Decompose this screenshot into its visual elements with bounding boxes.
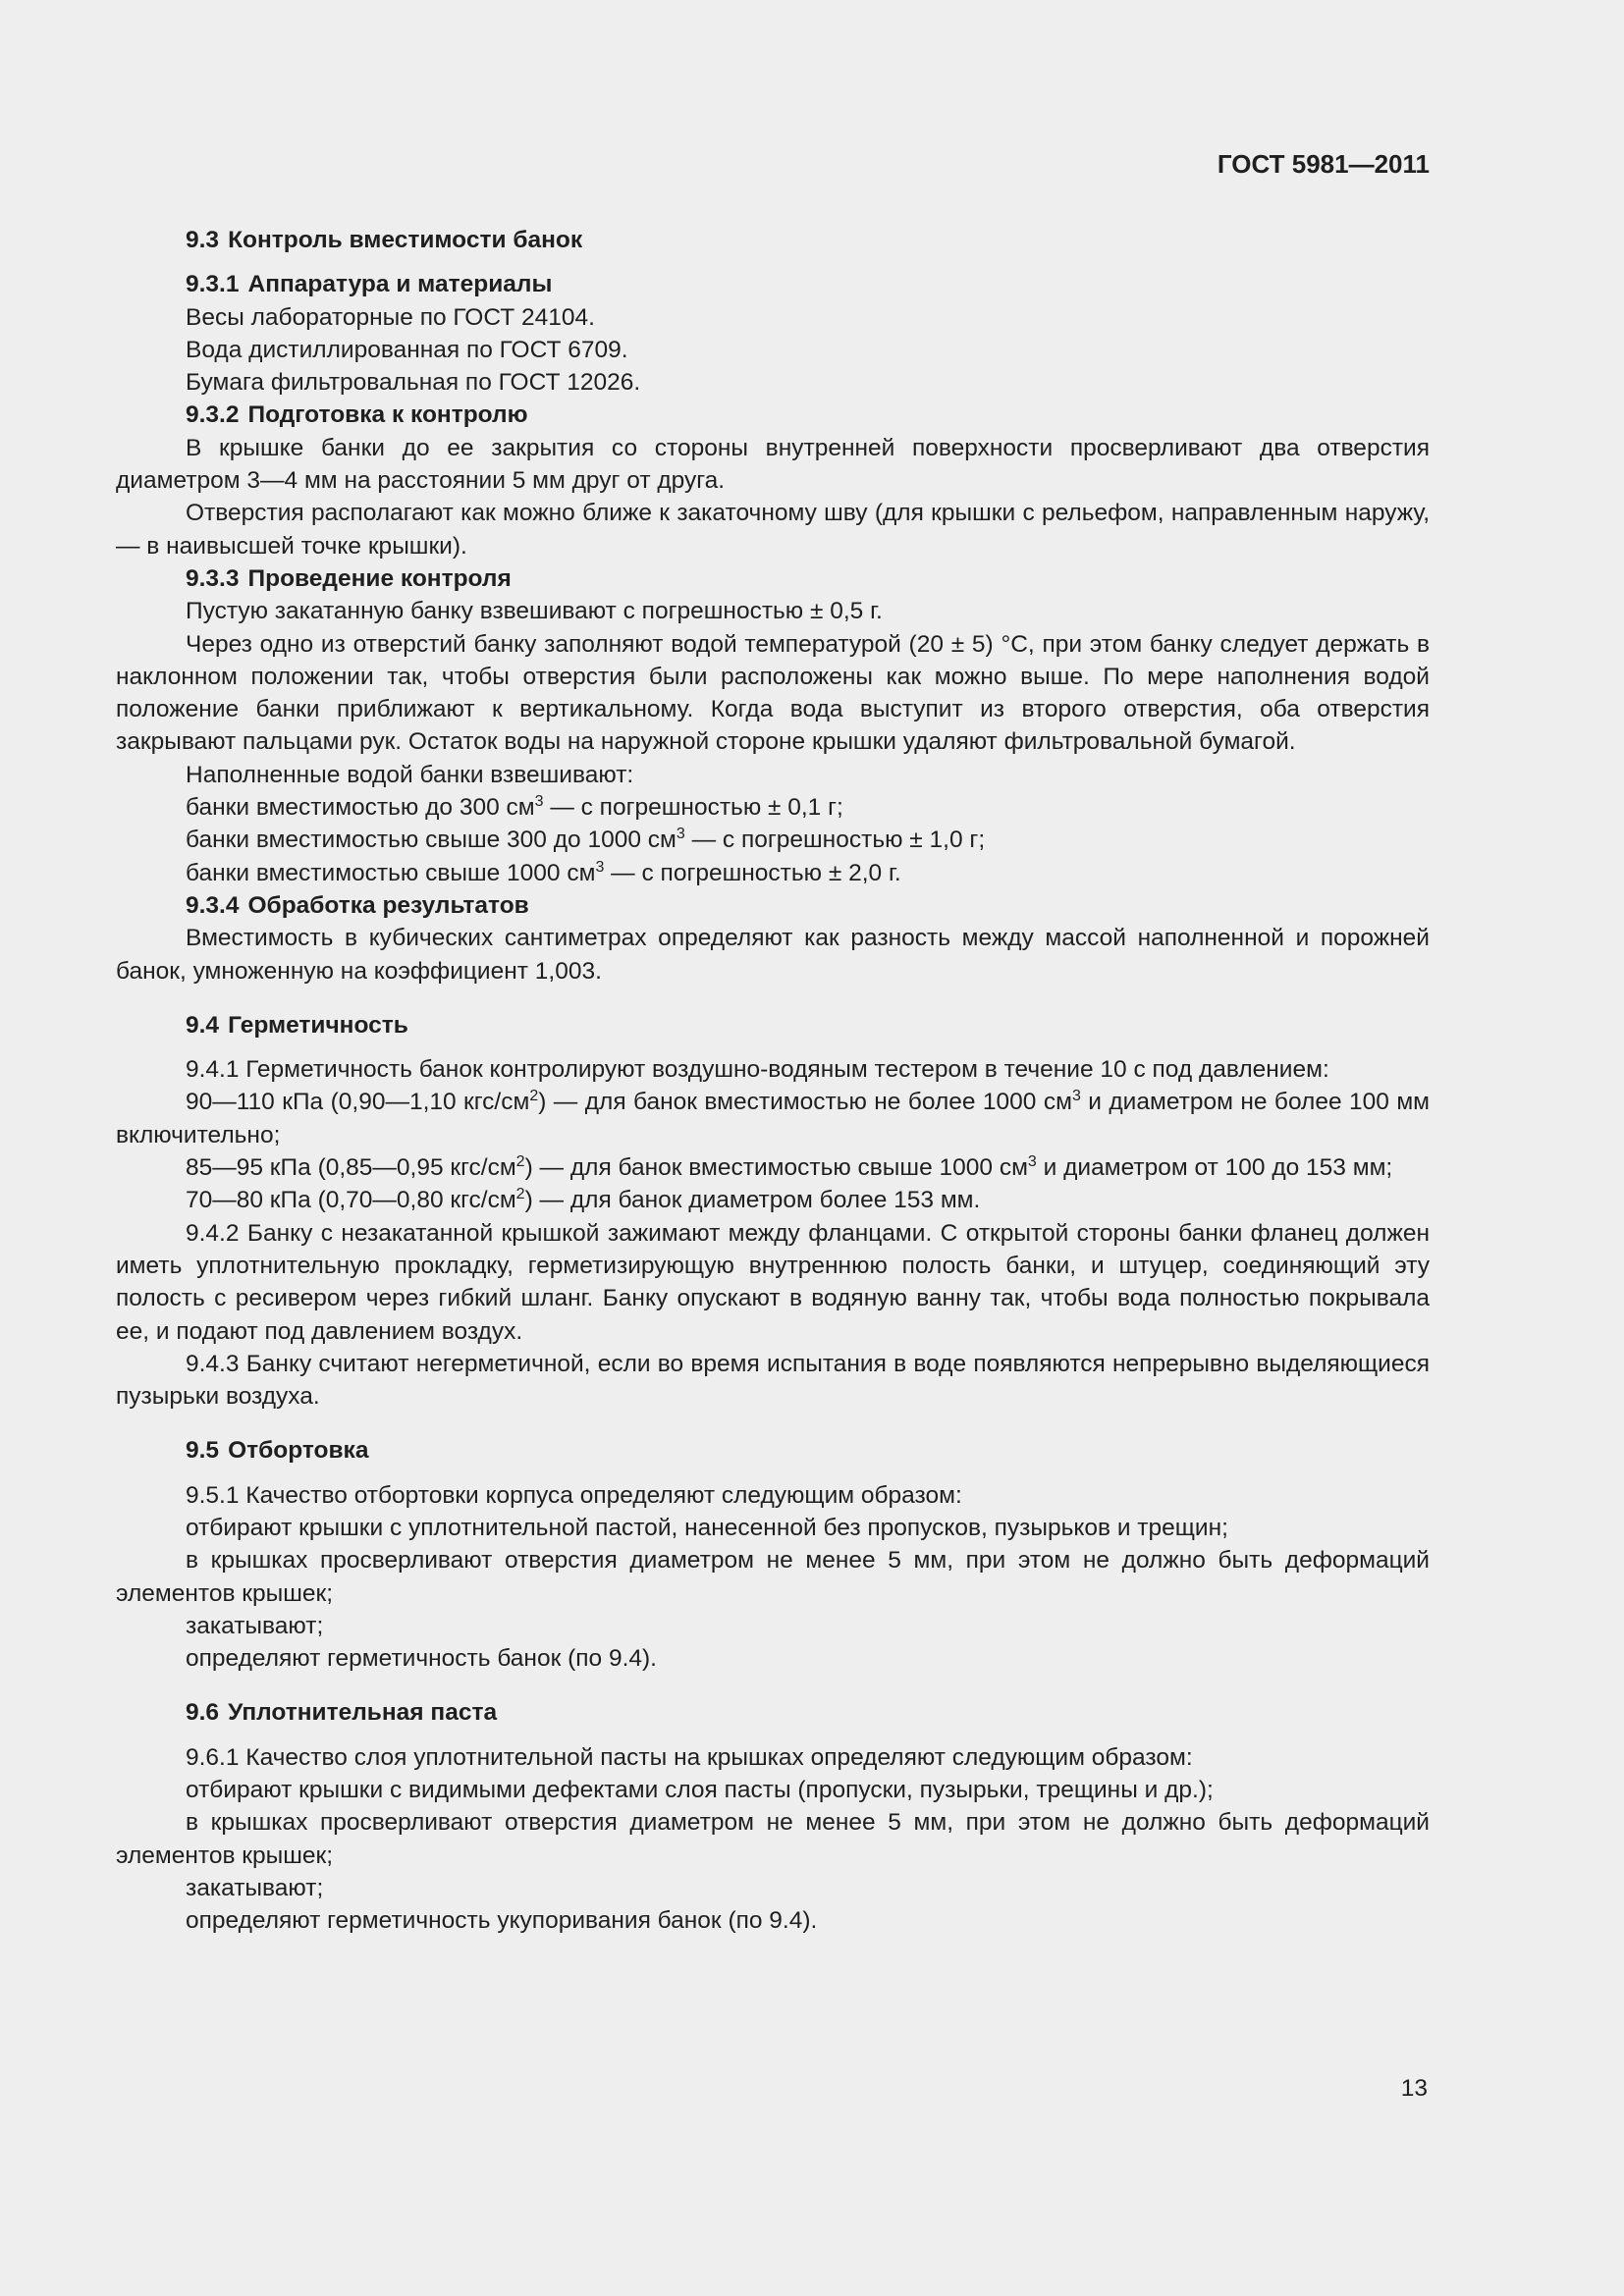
paragraph-9-4-1: 9.4.1 Герметичность банок контролируют воздушно-водяным тестером в течение 10 с под давлением: [186, 1056, 1329, 1084]
subsection-number: 9.3.2 [186, 401, 240, 429]
section-title: Контроль вместимости банок [228, 227, 583, 253]
paragraph: закатывают; [186, 1612, 324, 1639]
paragraph: Отверстия располагают как можно ближе к закаточному шву (для крышки с рельефом, направленным наружу, — в наивысшей точке крышки). [116, 500, 1430, 560]
paragraph: закатывают; [186, 1874, 324, 1901]
section-number: 9.5 [186, 1437, 220, 1465]
paragraph: в крышках просверливают отверстия диаметром не менее 5 мм, при этом не должно быть деформаций элементов крышек; [116, 1809, 1430, 1869]
subsection-title: Проведение контроля [247, 564, 512, 592]
section-heading-9-4 [116, 1009, 1430, 1041]
subsection-heading-9-3-1 [116, 268, 1430, 300]
section-number: 9.3 [186, 227, 220, 253]
subsection-number: 9.3.4 [186, 891, 240, 919]
paragraph: определяют герметичность банок (по 9.4). [186, 1645, 657, 1673]
paragraph: Бумага фильтровальная по ГОСТ 12026. [186, 369, 641, 397]
list-item: банки вместимостью до 300 $см^3$ — с погрешностью ± 0,1 г; [186, 793, 843, 822]
paragraph-9-6-1: 9.6.1 Качество слоя уплотнительной пасты на крышках определяют следующим образом: [186, 1743, 1193, 1771]
section-heading-9-3 [116, 224, 1430, 256]
paragraph: определяют герметичность укупоривания банок (по 9.4). [186, 1907, 818, 1935]
paragraph: отбирают крышки с уплотнительной пастой, нанесенной без пропусков, пузырьков и трещин; [186, 1514, 1228, 1541]
paragraph-9-4-2: 9.4.2 Банку с незакатанной крышкой зажимают между фланцами. С открытой стороны банки фланец должен иметь уплотнительную прокладку, герметизирующую внутреннюю полость банки, и штуцер, соединяющий эту полость с ресивером через гибкий шланг. Банку опускают в водяную ванну так, чтобы вода полностью покрывала ее, и подают под давлением воздух. [116, 1219, 1430, 1345]
subsection-heading-9-3-4 [116, 889, 1430, 922]
document-code: ГОСТ 5981—2011 [1217, 149, 1430, 179]
paragraph: В крышке банки до ее закрытия со стороны внутренней поверхности просверливают два отверстия диаметром 3—4 мм на расстоянии 5 мм друг от друга. [116, 434, 1430, 495]
paragraph: Весы лабораторные по ГОСТ 24104. [186, 303, 595, 331]
section-number: 9.6 [186, 1699, 220, 1727]
paragraph-9-5-1: 9.5.1 Качество отбортовки корпуса определяют следующим образом: [186, 1481, 962, 1509]
section-title: Герметичность [228, 1011, 408, 1039]
paragraph-9-4-3: 9.4.3 Банку считают негерметичной, если во время испытания в воде появляются непрерывно выделяющиеся пузырьки воздуха. [116, 1350, 1430, 1411]
pressure-item: 90—110 кПа (0,90—1,10 кгс/$см^2$) — для банок вместимостью не более 1000 $см^3$ и диаметром не более 100 мм включительно; [116, 1088, 1431, 1148]
paragraph: Пустую закатанную банку взвешивают с погрешностью ± 0,5 г. [186, 598, 883, 625]
subsection-heading-9-3-2 [116, 399, 1430, 431]
subsection-title: Аппаратура и материалы [247, 271, 553, 298]
section-heading-9-6 [116, 1696, 1430, 1729]
subsection-title: Подготовка к контролю [247, 401, 528, 429]
subsection-number: 9.3.1 [186, 271, 240, 298]
subsection-number: 9.3.3 [186, 564, 240, 592]
section-heading-9-5 [116, 1434, 1430, 1467]
page-number: 13 [1400, 2075, 1428, 2102]
pressure-item: 85—95 кПа (0,85—0,95 кгс/$см^2$) — для банок вместимостью свыше 1000 $см^3$ и диаметром от 100 до 153 мм; [186, 1153, 1393, 1182]
subsection-title: Обработка результатов [247, 891, 529, 919]
paragraph: отбирают крышки с видимыми дефектами слоя пасты (пропуски, пузырьки, трещины и др.); [186, 1777, 1214, 1804]
list-item: банки вместимостью свыше 300 до 1000 $см^3$ — с погрешностью ± 1,0 г; [186, 826, 986, 854]
subsection-heading-9-3-3 [116, 562, 1430, 595]
section-title: Уплотнительная паста [228, 1699, 498, 1727]
section-title: Отбортовка [228, 1437, 369, 1465]
list-item: банки вместимостью свыше 1000 $см^3$ — с погрешностью ± 2,0 г. [186, 858, 901, 886]
page-content [116, 224, 1430, 1938]
paragraph: Через одно из отверстий банку заполняют водой температурой (20 ± 5) °С, при этом банку следует держать в наклонном положении так, чтобы отверстия были расположены как можно выше. По мере наполнения водой положение банки приближают к вертикальному. Когда вода выступит из второго отверстия, оба отверстия закрывают пальцами рук. Остаток воды на наружной стороне крышки удаляют фильтровальной бумагой. [116, 630, 1430, 756]
section-number: 9.4 [186, 1011, 220, 1039]
paragraph: Вместимость в кубических сантиметрах определяют как разность между массой наполненной и порожней банок, умноженную на коэффициент 1,003. [116, 925, 1430, 985]
paragraph: Вода дистиллированная по ГОСТ 6709. [186, 336, 628, 363]
pressure-item: 70—80 кПа (0,70—0,80 кгс/$см^2$) — для банок диаметром более 153 мм. [186, 1186, 981, 1214]
paragraph: Наполненные водой банки взвешивают: [186, 761, 634, 788]
paragraph: в крышках просверливают отверстия диаметром не менее 5 мм, при этом не должно быть деформаций элементов крышек; [116, 1547, 1430, 1607]
